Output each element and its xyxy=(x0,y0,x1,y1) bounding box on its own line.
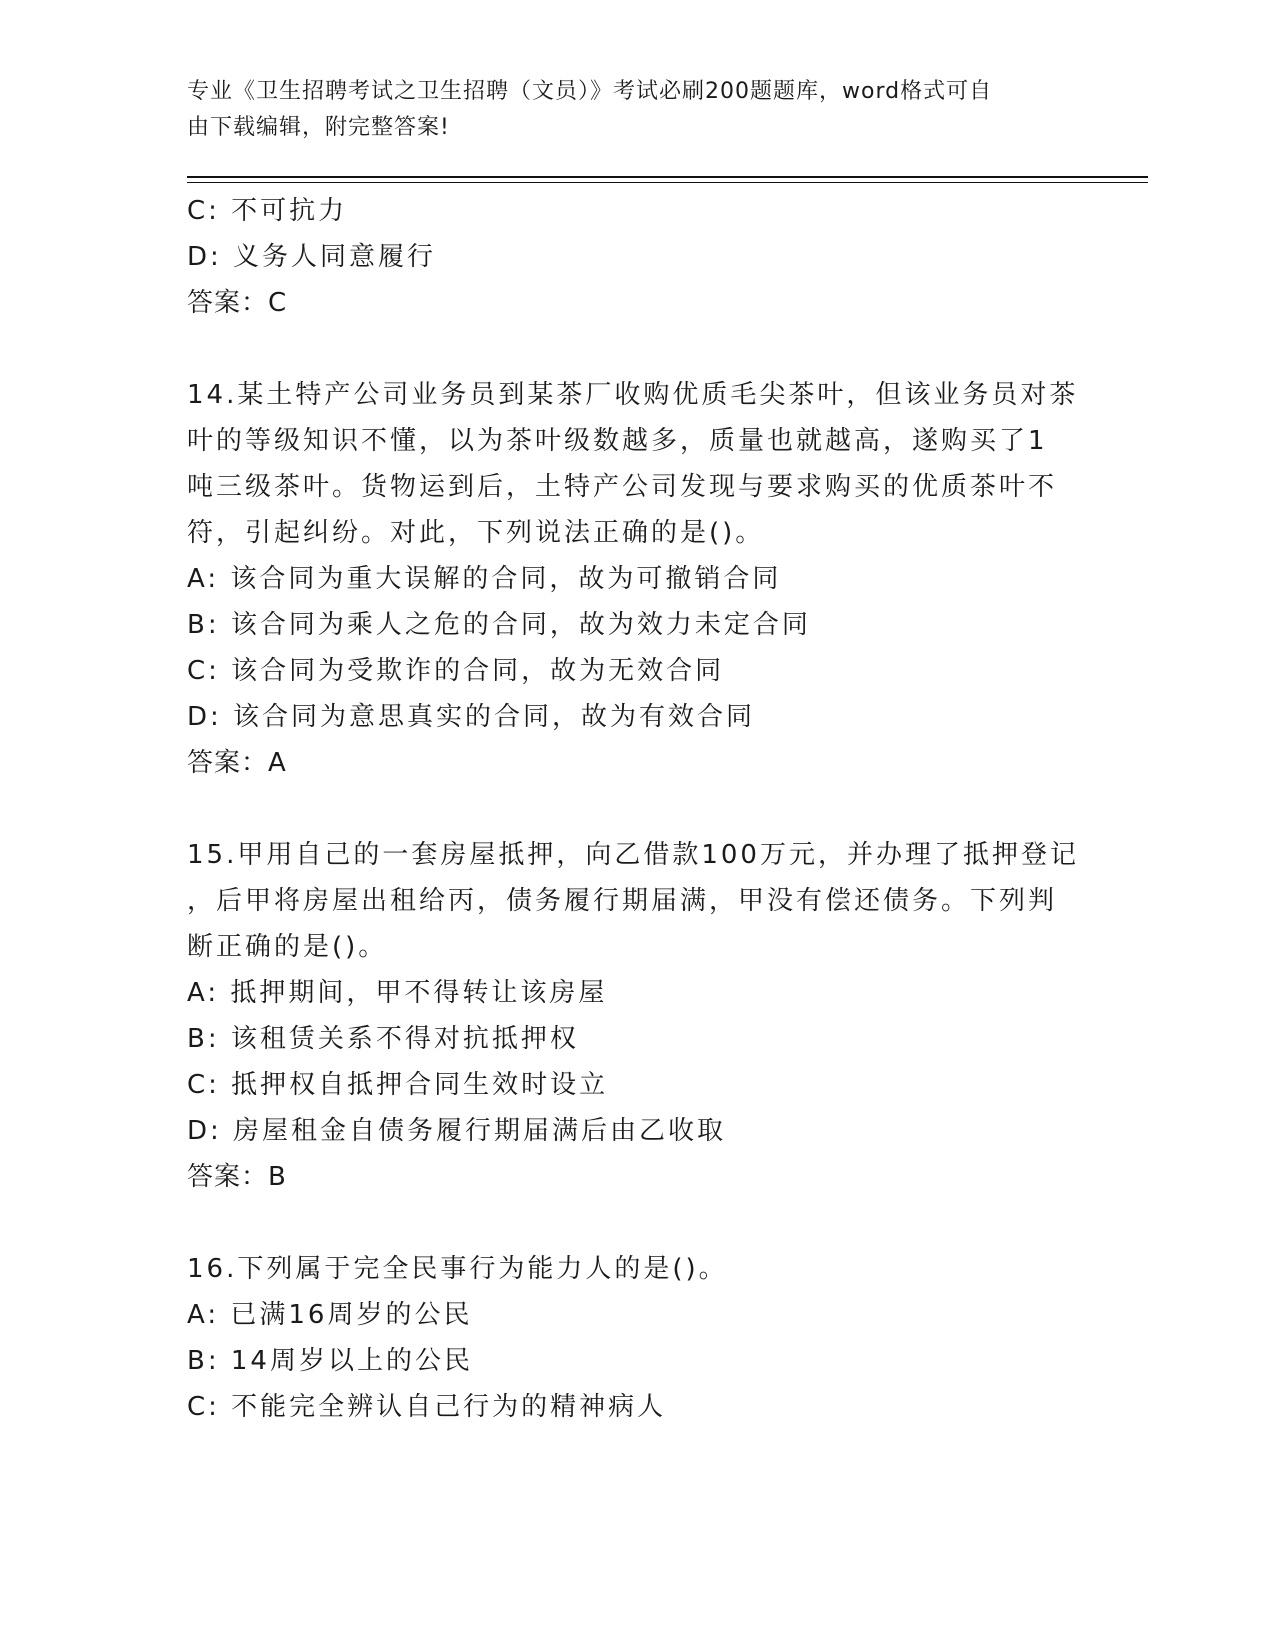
option-a: A: 该合同为重大误解的合同，故为可撤销合同 xyxy=(187,564,782,594)
question-stem-line: 吨三级茶叶。货物运到后，土特产公司发现与要求购买的优质茶叶不 xyxy=(187,472,1058,502)
question-stem-line: ，后甲将房屋出租给丙，债务履行期届满，甲没有偿还债务。下列判 xyxy=(187,886,1058,916)
answer-line: 答案：B xyxy=(187,1162,287,1192)
question-16 xyxy=(187,1246,1087,1430)
spacer xyxy=(187,1200,1087,1246)
option-a: A: 抵押期间，甲不得转让该房屋 xyxy=(187,978,608,1008)
question-stem-line: 16.下列属于完全民事行为能力人的是()。 xyxy=(187,1254,728,1284)
option-c: C: 不可抗力 xyxy=(187,196,348,226)
header-divider-thick xyxy=(187,176,1148,178)
option-d: D: 房屋租金自债务履行期届满后由乙收取 xyxy=(187,1116,727,1146)
option-a: A: 已满16周岁的公民 xyxy=(187,1300,473,1330)
question-stem-line: 14.某土特产公司业务员到某茶厂收购优质毛尖茶叶，但该业务员对茶 xyxy=(187,380,1079,410)
option-b: B: 该合同为乘人之危的合同，故为效力未定合同 xyxy=(187,610,811,640)
answer-line: 答案：A xyxy=(187,748,287,778)
header-line-1: 专业《卫生招聘考试之卫生招聘（文员）》考试必刷200题题库，word格式可自 xyxy=(187,79,993,104)
option-b: B: 14周岁以上的公民 xyxy=(187,1346,473,1376)
spacer xyxy=(187,786,1087,832)
question-stem-line: 叶的等级知识不懂，以为茶叶级数越多，质量也就越高，遂购买了1 xyxy=(187,426,1048,456)
option-d: D: 该合同为意思真实的合同，故为有效合同 xyxy=(187,702,756,732)
spacer xyxy=(187,326,1087,372)
option-c: C: 不能完全辨认自己行为的精神病人 xyxy=(187,1392,667,1422)
question-14 xyxy=(187,372,1087,786)
option-c: C: 抵押权自抵押合同生效时设立 xyxy=(187,1070,609,1100)
header-line-2: 由下载编辑，附完整答案! xyxy=(187,115,450,140)
document-body xyxy=(187,188,1087,1430)
question-stem-line: 断正确的是()。 xyxy=(187,932,388,962)
question-stem-line: 符，引起纠纷。对此，下列说法正确的是()。 xyxy=(187,518,765,548)
option-d: D: 义务人同意履行 xyxy=(187,242,437,272)
option-b: B: 该租赁关系不得对抗抵押权 xyxy=(187,1024,579,1054)
question-stem-line: 15.甲用自己的一套房屋抵押，向乙借款100万元，并办理了抵押登记 xyxy=(187,840,1079,870)
option-c: C: 该合同为受欺诈的合同，故为无效合同 xyxy=(187,656,725,686)
document-header xyxy=(187,74,1077,146)
answer-line: 答案：C xyxy=(187,288,288,318)
header-divider-thin xyxy=(187,182,1148,183)
question-15 xyxy=(187,832,1087,1200)
